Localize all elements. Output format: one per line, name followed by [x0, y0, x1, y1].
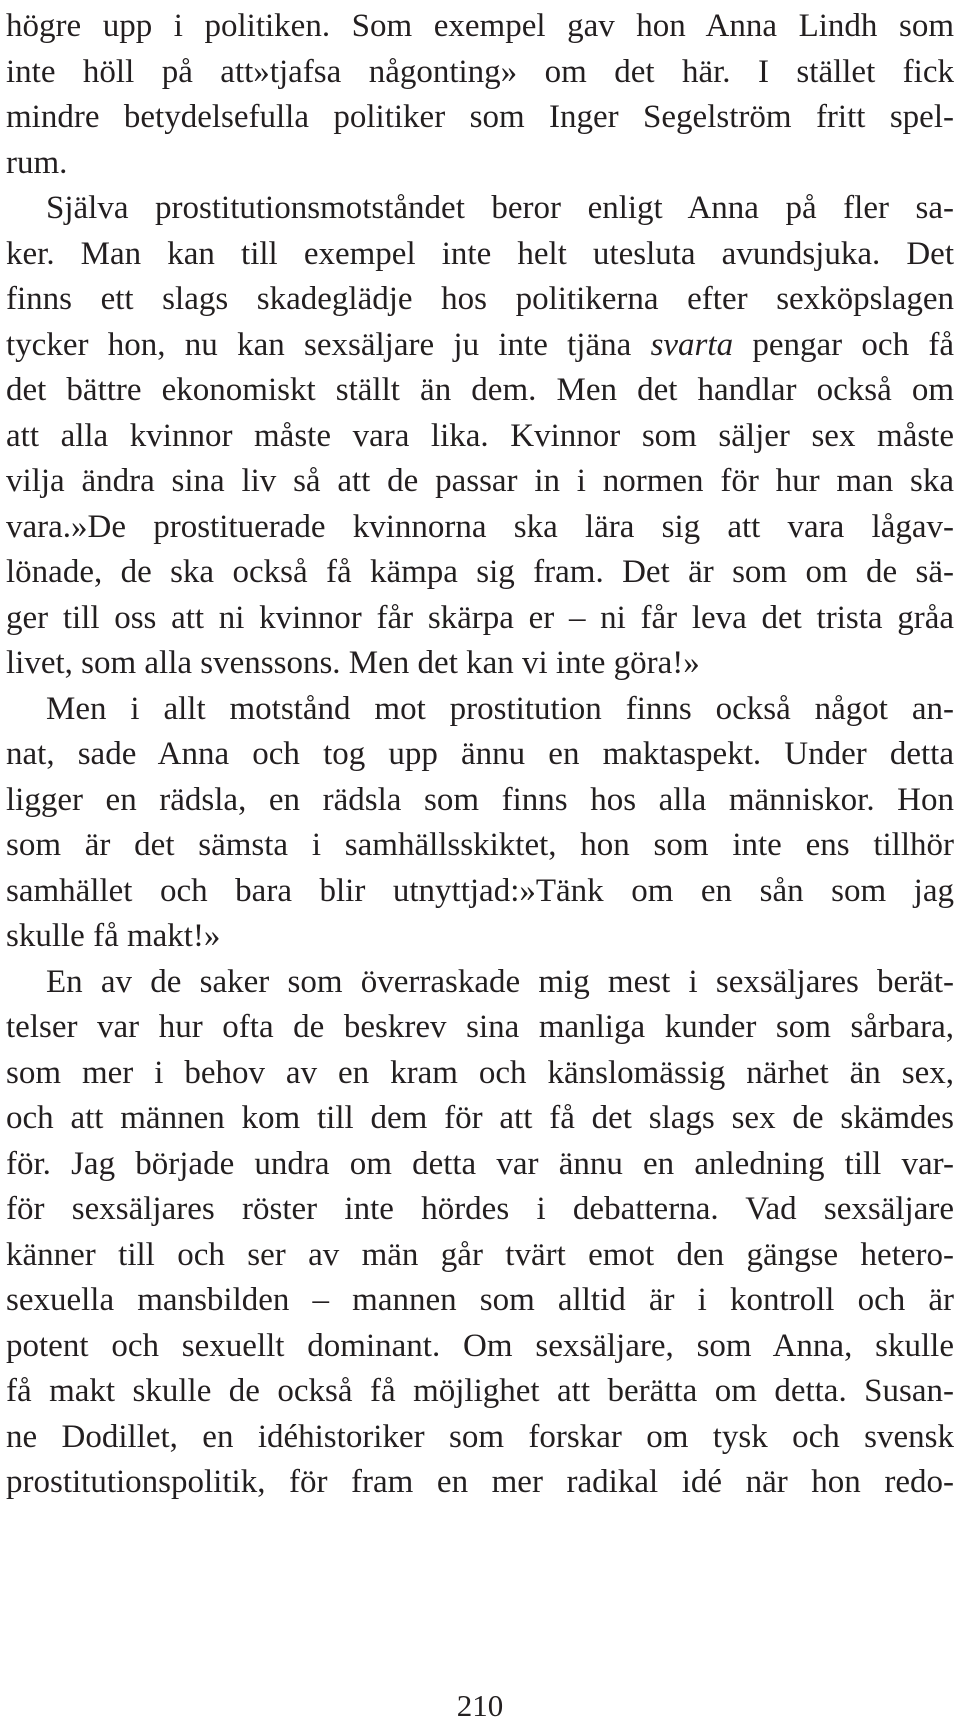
text-line: skulle få makt!» — [6, 918, 221, 954]
text-line: sexuella mansbilden – mannen som alltid är i kontroll och är — [6, 1282, 954, 1318]
text-line: samhället och bara blir utnyttjad:»Tänk om en sån som jag — [6, 872, 954, 909]
text-line: finns ett slags skadeglädje hos politikerna efter sexköpslagen — [6, 281, 954, 317]
text-line: få makt skulle de också få möjlighet att berätta om detta. Susan- — [6, 1373, 954, 1409]
text-line: ligger en rädsla, en rädsla som finns hos alla människor. Hon — [6, 781, 954, 818]
page-number: 210 — [456, 1688, 504, 1723]
text-line: som är det sämsta i samhällsskiktet, hon som inte ens tillhör — [6, 827, 954, 863]
text-line: rum. — [6, 144, 68, 181]
text-line: telser var hur ofta de beskrev sina manliga kunder som sårbara, — [6, 1009, 954, 1045]
text-line: och att männen kom till dem för att få det slags sex de skämdes — [6, 1100, 954, 1136]
text-line: inte höll på att»tjafsa någonting» om det här. I stället fick — [6, 53, 954, 90]
text-line: Själva prostitutionsmotståndet beror enligt Anna på fler sa- — [46, 190, 954, 226]
text-line: lönade, de ska också få kämpa sig fram. Det är som om de sä- — [6, 554, 954, 590]
text-line: mindre betydelsefulla politiker som Inger Segelström fritt spel- — [6, 99, 954, 135]
book-page — [6, 0, 954, 1727]
text-line: högre upp i politiken. Som exempel gav hon Anna Lindh som — [6, 8, 954, 44]
text-line: som mer i behov av en kram och känslomässig närhet än sex, — [6, 1054, 954, 1091]
text-line: att alla kvinnor måste vara lika. Kvinnor som säljer sex måste — [6, 417, 954, 454]
text-line: tycker hon, nu kan sexsäljare ju inte tjäna svarta pengar och få — [6, 326, 954, 363]
text-line: vara.»De prostituerade kvinnorna ska lära sig att vara lågav- — [6, 508, 954, 545]
text-line: för sexsäljares röster inte hördes i debatterna. Vad sexsäljare — [6, 1191, 954, 1227]
text-line: nat, sade Anna och tog upp ännu en maktaspekt. Under detta — [6, 736, 954, 772]
text-line: Men i allt motstånd mot prostitution finns också något an- — [46, 690, 954, 727]
text-line: vilja ändra sina liv så att de passar in i normen för hur man ska — [6, 463, 954, 499]
text-line: för. Jag började undra om detta var ännu en anledning till var- — [6, 1145, 954, 1182]
text-line: ger till oss att ni kvinnor får skärpa er – ni får leva det trista gråa — [6, 599, 954, 636]
text-line: prostitutionspolitik, för fram en mer radikal idé när hon redo- — [6, 1464, 954, 1500]
emphasized-word: svarta — [650, 326, 734, 363]
text-line: En av de saker som överraskade mig mest i sexsäljares berät- — [46, 963, 954, 1000]
text-line: ker. Man kan till exempel inte helt utesluta avundsjuka. Det — [6, 235, 954, 272]
text-line: det bättre ekonomiskt ställt än dem. Men det handlar också om — [6, 372, 954, 408]
text-line: känner till och ser av män går tvärt emot den gängse hetero- — [6, 1236, 954, 1273]
text-line: potent och sexuellt dominant. Om sexsäljare, som Anna, skulle — [6, 1327, 954, 1364]
text-line: livet, som alla svenssons. Men det kan vi inte göra!» — [6, 645, 700, 681]
text-line: ne Dodillet, en idéhistoriker som forskar om tysk och svensk — [6, 1418, 954, 1455]
